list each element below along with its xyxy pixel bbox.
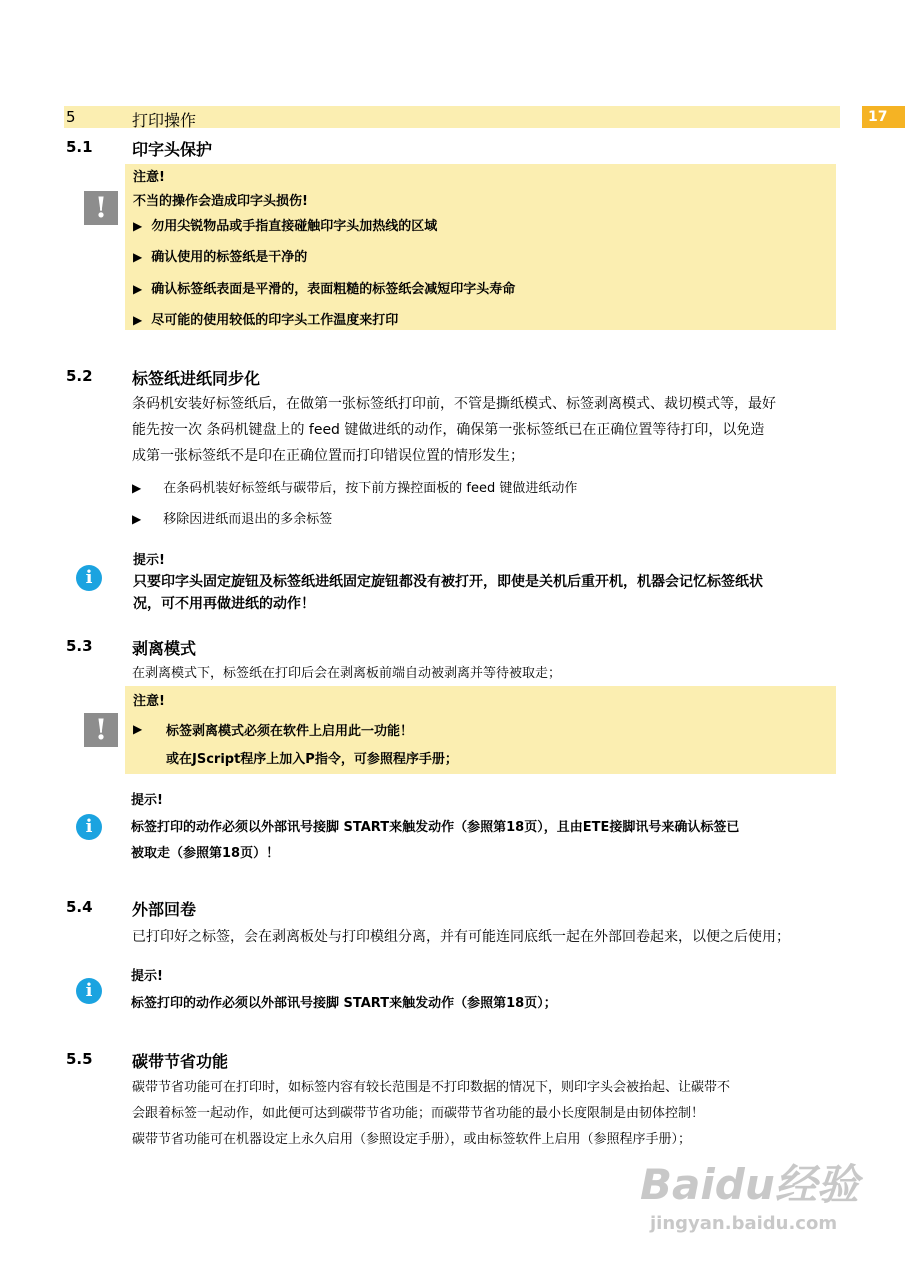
tip-title: 提示! <box>131 793 163 808</box>
list-item: ▶ 确认使用的标签纸是干净的 <box>133 250 308 265</box>
list-item: ▶ 移除因进纸而退出的多余标签 <box>132 512 333 527</box>
arrow-icon: ▶ <box>133 722 143 736</box>
chapter-title: 打印操作 <box>132 111 197 130</box>
section-5-2-title: 标签纸进纸同步化 <box>132 369 261 388</box>
warning-icon: ! <box>84 713 118 747</box>
section-5-4-title: 外部回卷 <box>132 900 197 919</box>
list-item: ▶ 勿用尖锐物品或手指直接碰触印字头加热线的区域 <box>133 219 438 234</box>
watermark-url: jingyan.baidu.com <box>650 1213 838 1234</box>
section-5-5-title: 碳带节省功能 <box>132 1052 229 1071</box>
section-5-4-number: 5.4 <box>66 898 93 916</box>
baidu-logo-watermark: Baidu经验 <box>640 1160 859 1209</box>
section-5-3-title: 剥离模式 <box>132 639 197 658</box>
tip-body: 标签打印的动作必须以外部讯号接脚 START来触发动作（参照第18页）； <box>131 996 557 1011</box>
section-5-5-paragraph: 碳带节省功能可在打印时，如标签内容有较长范围是不打印数据的情况下，则印字头会被抬起、让碳带不 会跟着标签一起动作，如此便可达到碳带节省功能；而碳带节省功能的最小长度限制是由韧体控制！ 碳带节省功能可在机器设定上永久启用（参照设定手册），或由标签软件上启用（参照程序手册）； <box>132 1080 731 1147</box>
warning-icon: ! <box>84 191 118 225</box>
section-5-3-paragraph: 在剥离模式下，标签纸在打印后会在剥离板前端自动被剥离并等待被取走； <box>132 666 562 681</box>
chapter-number: 5 <box>66 108 76 126</box>
arrow-icon: ▶ <box>133 250 143 264</box>
tip-body: 只要印字头固定旋钮及标签纸进纸固定旋钮都没有被打开，即使是关机后重开机，机器会记忆标签纸状 况，可不用再做进纸的动作！ <box>133 574 763 612</box>
bullet-list-5-1 <box>133 217 515 342</box>
notice-title: 注意! <box>133 694 165 709</box>
section-5-3-number: 5.3 <box>66 637 93 655</box>
list-item: ▶ 在条码机装好标签纸与碳带后，按下前方操控面板的 feed 键做进纸动作 <box>132 481 578 496</box>
section-5-1-number: 5.1 <box>66 138 93 156</box>
list-item: ▶ 确认标签纸表面是平滑的，表面粗糙的标签纸会减短印字头寿命 <box>133 282 516 297</box>
section-5-1-title: 印字头保护 <box>132 140 213 159</box>
tip-title: 提示! <box>133 553 165 568</box>
info-icon: i <box>76 978 102 1004</box>
notice-body: 标签剥离模式必须在软件上启用此一功能！ 或在JScript程序上加入P指令，可参照程序手册； <box>166 724 458 767</box>
section-5-5-number: 5.5 <box>66 1050 93 1068</box>
tip-title: 提示! <box>131 969 163 984</box>
info-icon: i <box>76 814 102 840</box>
notice-title: 注意! <box>133 170 165 185</box>
arrow-icon: ▶ <box>133 313 143 327</box>
arrow-icon: ▶ <box>132 512 142 526</box>
tip-body: 标签打印的动作必须以外部讯号接脚 START来触发动作（参照第18页），且由ETE接脚讯号来确认标签已 被取走（参照第18页）！ <box>131 820 740 861</box>
section-5-4-paragraph: 已打印好之标签，会在剥离板处与打印模组分离，并有可能连同底纸一起在外部回卷起来，以便之后使用； <box>132 929 790 945</box>
list-item: ▶ 尽可能的使用较低的印字头工作温度来打印 <box>133 313 399 328</box>
arrow-icon: ▶ <box>132 481 142 495</box>
page-number: 17 <box>862 106 905 128</box>
section-5-2-number: 5.2 <box>66 367 93 385</box>
section-5-2-paragraph: 条码机安装好标签纸后，在做第一张标签纸打印前，不管是撕纸模式、标签剥离模式、裁切模式等，最好 能先按一次 条码机键盘上的 feed 键做进纸的动作，确保第一张标签纸已在正确位置等待打印，以免造 成第一张标签纸不是印在正确位置而打印错误位置的情形发生； <box>132 396 776 464</box>
bullet-list-5-2 <box>132 478 577 540</box>
arrow-icon: ▶ <box>133 282 143 296</box>
info-icon: i <box>76 565 102 591</box>
notice-body: 不当的操作会造成印字头损伤! <box>133 194 308 209</box>
arrow-icon: ▶ <box>133 219 143 233</box>
